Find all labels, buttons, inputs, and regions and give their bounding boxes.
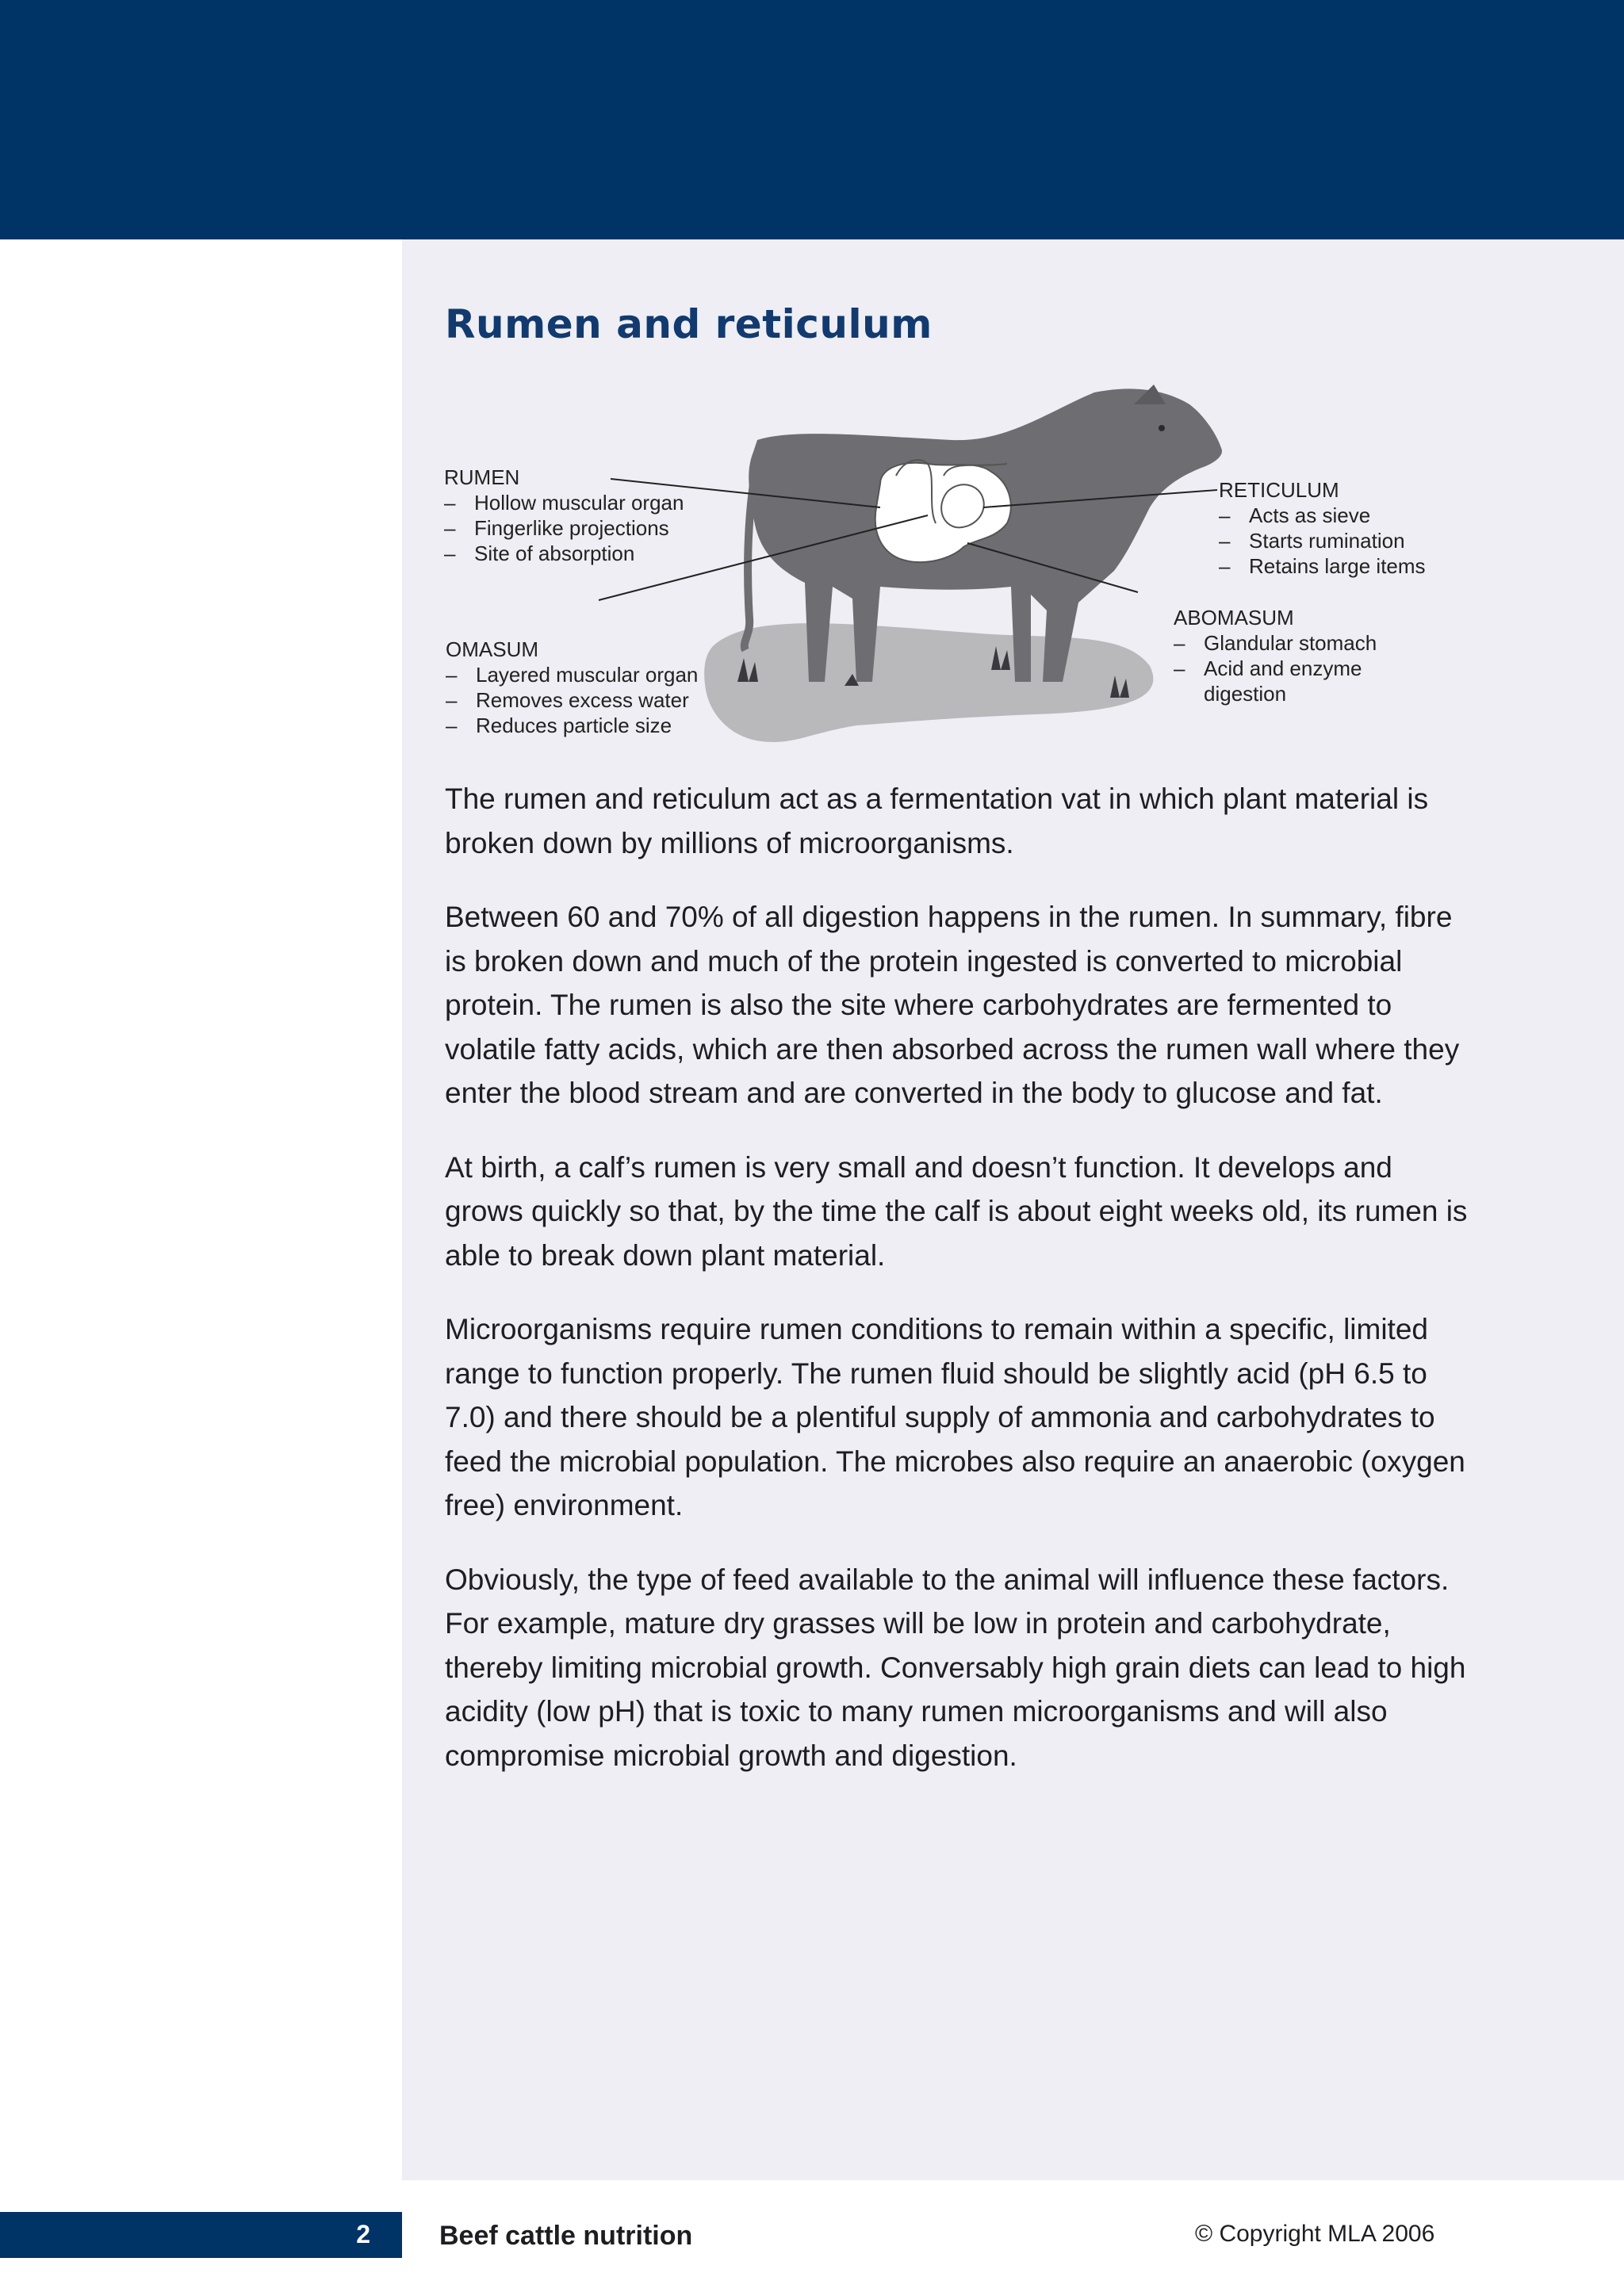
callout-label: RUMEN — [444, 465, 520, 489]
body-paragraph: Between 60 and 70% of all digestion happens in the rumen. In summary, fibre is broken down and much of the protein ingested is converted to microbial protein. The rumen is also the site where carbohydrates are fermented to volatile fatty acids, which are then absorbed across the rumen wall where they enter the blood stream and are converted in the body to glucose and fat. — [445, 901, 1460, 1109]
footer-band — [0, 2212, 402, 2258]
callout-item: – Glandular stomach — [1174, 630, 1411, 656]
callout-item: – Acts as sieve — [1219, 503, 1426, 528]
page-title: Rumen and reticulum — [445, 301, 933, 347]
callout-item: – Site of absorption — [444, 541, 684, 566]
body-paragraph: The rumen and reticulum act as a fermentation vat in which plant material is broken down by millions of microorganisms. — [445, 783, 1429, 859]
body-text — [445, 777, 1468, 1808]
callout-item: – Hollow muscular organ — [444, 490, 684, 515]
callout-item: – Reduces particle size — [446, 713, 698, 738]
cow-tail — [745, 452, 760, 650]
page-number: 2 — [356, 2220, 370, 2248]
callout-item: – Layered muscular organ — [446, 662, 698, 687]
ground-shadow — [704, 623, 1153, 742]
callout-item: – Retains large items — [1219, 553, 1426, 579]
callout-label: RETICULUM — [1219, 478, 1339, 502]
footer-copyright: © Copyright MLA 2006 — [1195, 2221, 1435, 2247]
cow-eye — [1159, 425, 1165, 431]
callout-item: – Starts rumination — [1219, 528, 1426, 553]
callout-label: OMASUM — [446, 637, 538, 661]
callout-abomasum — [1174, 605, 1411, 706]
footer-publication-title: Beef cattle nutrition — [439, 2221, 693, 2251]
callout-item: – Acid and enzyme digestion — [1174, 656, 1411, 706]
cow-digestive-diagram — [402, 373, 1624, 753]
callout-label: ABOMASUM — [1174, 606, 1294, 629]
header-band — [0, 0, 1624, 239]
callout-reticulum — [1219, 477, 1426, 579]
body-paragraph: At birth, a calf’s rumen is very small and doesn’t function. It develops and grows quickly so that, by the time the calf is about eight weeks old, its rumen is able to break down plant material. — [445, 1150, 1468, 1272]
callout-rumen — [444, 465, 684, 566]
body-paragraph: Microorganisms require rumen conditions to remain within a specific, limited range to function properly. The rumen fluid should be slightly acid (pH 6.5 to 7.0) and there should be a plentiful supply of ammonia and carbohydrates to feed the microbial population. The microbes also require an anaerobic (oxygen free) environment. — [445, 1313, 1465, 1521]
body-paragraph: Obviously, the type of feed available to the animal will influence these factors. For example, mature dry grasses will be low in protein and carbohydrate, thereby limiting microbial growth. Conversably high grain diets can lead to high acidity (low pH) that is toxic to many rumen microorganisms and will also compromise microbial growth and digestion. — [445, 1563, 1466, 1772]
callout-item: – Fingerlike projections — [444, 515, 684, 541]
callout-omasum — [446, 637, 698, 738]
callout-item: – Removes excess water — [446, 687, 698, 713]
